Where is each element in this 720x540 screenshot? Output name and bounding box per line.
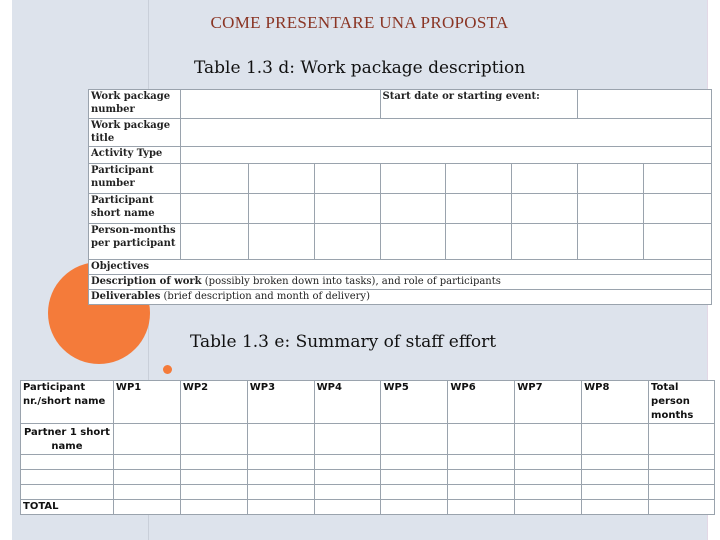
cell[interactable]: [21, 455, 114, 470]
cell[interactable]: [582, 455, 649, 470]
cell[interactable]: [649, 455, 715, 470]
cell[interactable]: [381, 485, 448, 500]
cell[interactable]: [314, 470, 381, 485]
cell[interactable]: [515, 455, 582, 470]
cell[interactable]: [448, 455, 515, 470]
cell[interactable]: [649, 500, 715, 515]
cell[interactable]: [180, 500, 247, 515]
cell[interactable]: [582, 500, 649, 515]
total-row-label: TOTAL: [21, 500, 114, 515]
cell[interactable]: [446, 164, 512, 194]
objectives-label: Objectives: [91, 261, 149, 272]
cell[interactable]: [247, 470, 314, 485]
wp-header: WP3: [247, 381, 314, 424]
cell[interactable]: [113, 500, 180, 515]
cell[interactable]: [180, 424, 247, 455]
slide: [12, 0, 707, 540]
cell[interactable]: [180, 485, 247, 500]
cell[interactable]: [448, 500, 515, 515]
cell[interactable]: [248, 194, 314, 224]
participant-number-label: Participant number: [89, 164, 181, 194]
page-header: COME PRESENTARE UNA PROPOSTA: [210, 13, 509, 32]
staff-effort-table: [20, 380, 715, 515]
wp-header: WP1: [113, 381, 180, 424]
participant-short-name-label: Participant short name: [89, 194, 181, 224]
cell[interactable]: [578, 224, 644, 260]
cell[interactable]: [380, 224, 446, 260]
cell[interactable]: [180, 470, 247, 485]
cell[interactable]: [515, 485, 582, 500]
cell[interactable]: [446, 194, 512, 224]
description-label: Description of work: [91, 276, 202, 287]
wp-header: WP2: [180, 381, 247, 424]
cell[interactable]: [113, 455, 180, 470]
description-row[interactable]: [89, 275, 712, 290]
cell[interactable]: [314, 224, 380, 260]
participant-header: Participant nr./short name: [21, 381, 114, 424]
wp-header: WP7: [515, 381, 582, 424]
cell[interactable]: [180, 194, 248, 224]
cell[interactable]: [314, 500, 381, 515]
cell[interactable]: [644, 194, 712, 224]
cell[interactable]: [448, 485, 515, 500]
cell[interactable]: [21, 470, 114, 485]
cell[interactable]: [515, 500, 582, 515]
cell[interactable]: [180, 455, 247, 470]
wp-header: WP8: [582, 381, 649, 424]
wp-title-cell[interactable]: [180, 119, 711, 147]
cell[interactable]: [113, 485, 180, 500]
cell[interactable]: [515, 424, 582, 455]
cell[interactable]: [582, 485, 649, 500]
cell[interactable]: [446, 224, 512, 260]
cell[interactable]: [512, 224, 578, 260]
person-months-label: Person-months per participant: [89, 224, 181, 260]
cell[interactable]: [582, 470, 649, 485]
table-e-title: Table 1.3 e: Summary of staff effort: [190, 332, 497, 352]
cell[interactable]: [512, 194, 578, 224]
cell[interactable]: [180, 164, 248, 194]
partner1-label: Partner 1 short name: [21, 424, 114, 455]
cell[interactable]: [578, 194, 644, 224]
wp-title-label: Work package title: [89, 119, 181, 147]
objectives-row[interactable]: [89, 260, 712, 275]
description-detail: (possibly broken down into tasks), and role of participants: [201, 276, 501, 287]
wp-header: WP4: [314, 381, 381, 424]
cell[interactable]: [314, 485, 381, 500]
cell[interactable]: [314, 455, 381, 470]
table-d-title: Table 1.3 d: Work package description: [194, 58, 526, 78]
cell[interactable]: [649, 424, 715, 455]
wp-header: WP6: [448, 381, 515, 424]
cell[interactable]: [180, 224, 248, 260]
cell[interactable]: [582, 424, 649, 455]
cell[interactable]: [381, 455, 448, 470]
cell[interactable]: [644, 164, 712, 194]
decorative-circle-tiny: [163, 365, 172, 374]
work-package-table: [88, 89, 712, 305]
cell[interactable]: [248, 224, 314, 260]
start-date-label: Start date or starting event:: [380, 90, 578, 119]
activity-type-cell[interactable]: [180, 147, 711, 164]
wp-number-label: Work package number: [89, 90, 181, 119]
cell[interactable]: [381, 424, 448, 455]
cell[interactable]: [314, 164, 380, 194]
cell[interactable]: [247, 485, 314, 500]
cell[interactable]: [380, 164, 446, 194]
cell[interactable]: [381, 470, 448, 485]
cell[interactable]: [247, 424, 314, 455]
start-date-cell[interactable]: [578, 90, 712, 119]
cell[interactable]: [644, 224, 712, 260]
deliverables-detail: (brief description and month of delivery): [160, 291, 370, 302]
cell[interactable]: [113, 470, 180, 485]
cell[interactable]: [21, 485, 114, 500]
cell[interactable]: [515, 470, 582, 485]
cell[interactable]: [314, 424, 381, 455]
cell[interactable]: [314, 194, 380, 224]
cell[interactable]: [247, 500, 314, 515]
deliverables-label: Deliverables: [91, 291, 161, 302]
cell[interactable]: [649, 485, 715, 500]
deliverables-row[interactable]: [89, 290, 712, 305]
cell[interactable]: [380, 194, 446, 224]
cell[interactable]: [113, 424, 180, 455]
cell[interactable]: [578, 164, 644, 194]
cell[interactable]: [649, 470, 715, 485]
activity-type-label: Activity Type: [89, 147, 181, 164]
total-header: Total person months: [649, 381, 715, 424]
cell[interactable]: [381, 500, 448, 515]
cell[interactable]: [248, 164, 314, 194]
wp-header: WP5: [381, 381, 448, 424]
wp-number-cell[interactable]: [180, 90, 380, 119]
cell[interactable]: [448, 424, 515, 455]
cell[interactable]: [512, 164, 578, 194]
cell[interactable]: [247, 455, 314, 470]
cell[interactable]: [448, 470, 515, 485]
